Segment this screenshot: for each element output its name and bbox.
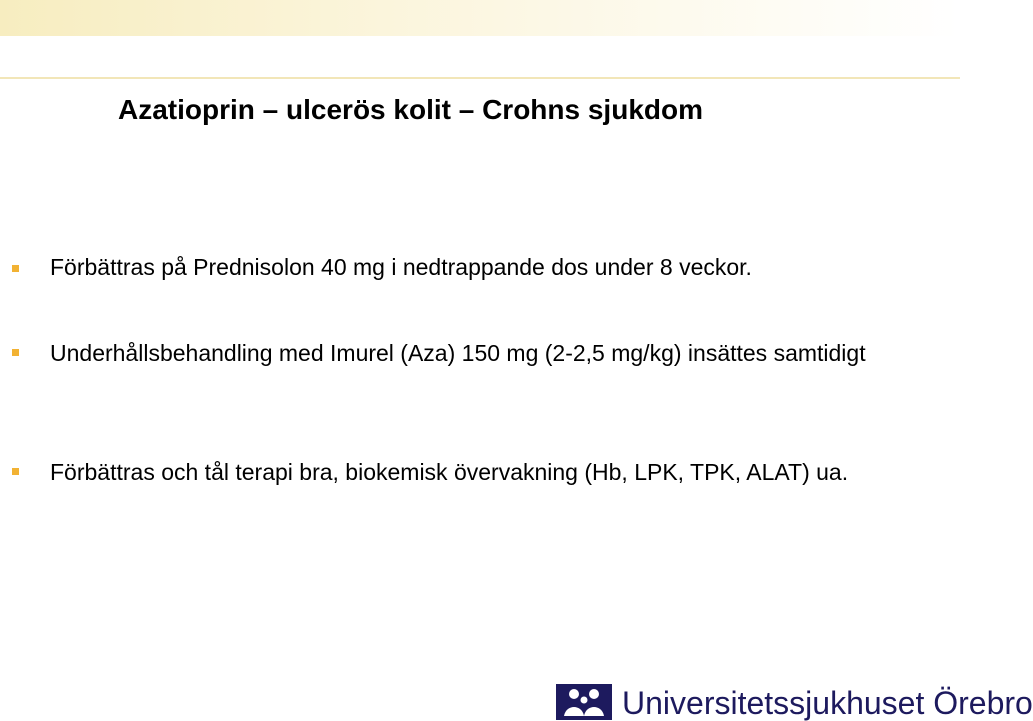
square-bullet-icon [12,468,19,475]
square-bullet-icon [12,265,19,272]
square-bullet-icon [12,349,19,356]
people-emblem-icon [556,684,612,720]
bullet-text: Förbättras på Prednisolon 40 mg i nedtrappande dos under 8 veckor. [50,254,752,280]
slide-title: Azatioprin – ulcerös kolit – Crohns sjukdom [118,94,703,125]
organization-name: Universitetssjukhuset Örebro [622,685,1033,721]
bullet-text: Underhållsbehandling med Imurel (Aza) 150 mg (2-2,5 mg/kg) insättes samtidigt [50,340,866,366]
hospital-logo [556,684,1033,721]
bullet-text: Förbättras och tål terapi bra, biokemisk övervakning (Hb, LPK, TPK, ALAT) ua. [50,459,849,485]
